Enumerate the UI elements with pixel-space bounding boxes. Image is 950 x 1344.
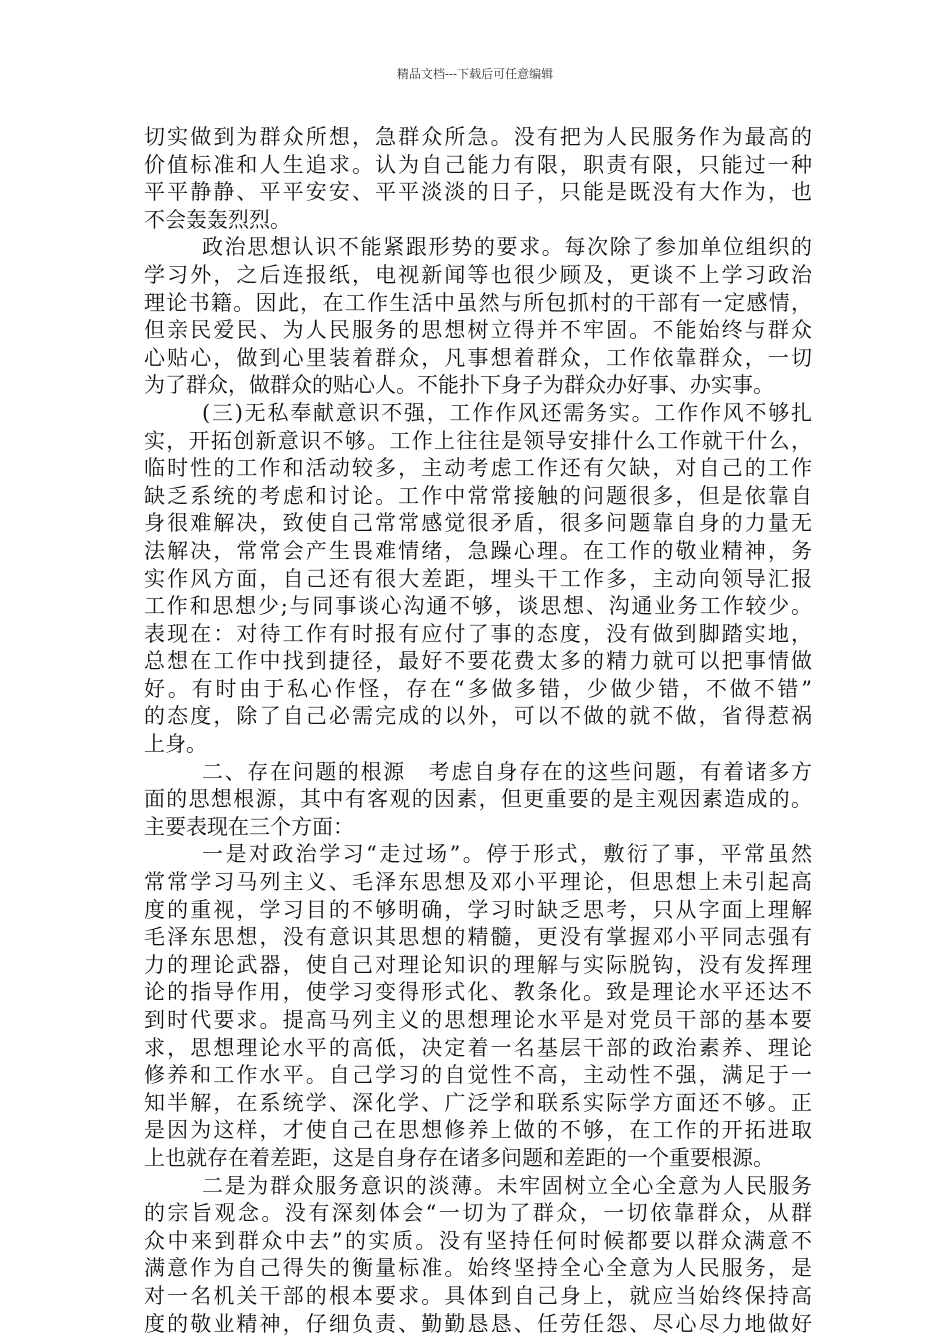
body-line: 度的重视，学习目的不够明确，学习时缺乏思考，只从字面上理解 (144, 897, 812, 922)
body-line: 学习外，之后连报纸，电视新闻等也很少顾及，更谈不上学习政治 (144, 262, 812, 287)
body-line: 众中来到群众中去”的实质。没有坚持任何时候都要以群众满意不 (144, 1228, 812, 1253)
body-line: 身很难解决，致使自己常常感觉很矛盾，很多问题靠自身的力量无 (144, 511, 812, 536)
body-line: 论的指导作用，使学习变得形式化、教条化。致是理论水平还达不 (144, 980, 812, 1005)
body-line: 到时代要求。提高马列主义的思想理论水平是对党员干部的基本要 (144, 1008, 812, 1032)
body-line: 实作风方面，自己还有很大差距，埋头干工作多，主动向领导汇报 (144, 566, 812, 591)
body-line: 满意作为自己得失的衡量标准。始终坚持全心全意为人民服务，是 (144, 1256, 812, 1281)
body-line: 对一名机关干部的根本要求。具体到自己身上，就应当始终保持高 (144, 1283, 812, 1308)
body-line: 上也就存在着差距，这是自身存在诸多问题和差距的一个重要根源。 (144, 1145, 774, 1170)
body-line: 法解决，常常会产生畏难情绪，急躁心理。在工作的敬业精神，务 (144, 538, 812, 563)
body-line: 面的思想根源，其中有客观的因素，但更重要的是主观因素造成的。 (144, 787, 812, 812)
body-line: 是因为这样，才使自己在思想修养上做的不够，在工作的开拓进取 (144, 1118, 812, 1143)
body-line: 一是对政治学习“走过场”。停于形式，敷衍了事，平常虽然 (202, 842, 812, 867)
body-line: 的宗旨观念。没有深刻体会“一切为了群众，一切依靠群众，从群 (144, 1201, 812, 1226)
body-line: 求，思想理论水平的高低，决定着一名基层干部的政治素养、理论 (144, 1035, 812, 1060)
body-line: 价值标准和人生追求。认为自己能力有限，职责有限，只能过一种 (144, 152, 812, 177)
body-line: 总想在工作中找到捷径，最好不要花费太多的精力就可以把事情做 (144, 649, 812, 674)
body-line: 知半解，在系统学、深化学、广泛学和联系实际学方面还不够。正 (144, 1090, 812, 1115)
body-line: 好。有时由于私心作怪，存在“多做多错，少做少错，不做不错” (144, 676, 812, 701)
body-line: 表现在：对待工作有时报有应付了事的态度，没有做到脚踏实地， (144, 621, 812, 646)
body-line: 度的敬业精神，仔细负责、勤勤恳恳、任劳任怨、尽心尽力地做好 (144, 1311, 812, 1336)
body-line: 二、存在问题的根源 考虑自身存在的这些问题，有着诸多方 (202, 759, 812, 784)
body-line: 临时性的工作和活动较多，主动考虑工作还有欠缺，对自己的工作 (144, 456, 812, 481)
body-line: 不会轰轰烈烈。 (144, 207, 291, 232)
body-line: 修养和工作水平。自己学习的自觉性不高，主动性不强，满足于一 (144, 1063, 812, 1088)
body-line: 政治思想认识不能紧跟形势的要求。每次除了参加单位组织的 (202, 235, 812, 260)
body-line: 工作和思想少;与同事谈心沟通不够，谈思想、沟通业务工作较少。 (144, 594, 812, 619)
body-line: 的态度，除了自己必需完成的以外，可以不做的就不做，省得惹祸 (144, 704, 812, 729)
body-line: 心贴心，做到心里装着群众，凡事想着群众，工作依靠群众，一切 (144, 345, 812, 370)
page-header: 精品文档---下载后可任意编辑 (396, 67, 554, 81)
body-line: 缺乏系统的考虑和讨论。工作中常常接触的问题很多，但是依靠自 (144, 483, 812, 508)
body-line: 常常学习马列主义、毛泽东思想及邓小平理论，但思想上未引起高 (144, 870, 812, 895)
body-line: 力的理论武器，使自己对理论知识的理解与实际脱钩，没有发挥理 (144, 952, 812, 977)
body-line: 切实做到为群众所想，急群众所急。没有把为人民服务作为最高的 (144, 125, 812, 149)
body-line: 实，开拓创新意识不够。工作上往往是领导安排什么工作就干什么， (144, 428, 812, 453)
body-line: 为了群众，做群众的贴心人。不能扑下身子为群众办好事、办实事。 (144, 373, 774, 398)
body-line: 理论书籍。因此，在工作生活中虽然与所包抓村的干部有一定感情， (144, 290, 812, 315)
body-line: 平平静静、平平安安、平平淡淡的日子，只能是既没有大作为，也 (144, 180, 812, 205)
body-line: 但亲民爱民、为人民服务的思想树立得并不牢固。不能始终与群众 (144, 318, 812, 343)
body-line: 主要表现在三个方面： (144, 814, 354, 839)
body-line: 毛泽东思想，没有意识其思想的精髓，更没有掌握邓小平同志强有 (144, 925, 812, 950)
body-line: 上身。 (144, 732, 207, 757)
body-line: (三)无私奉献意识不强，工作作风还需务实。工作作风不够扎 (202, 400, 812, 425)
document-body (144, 124, 812, 1338)
body-line: 二是为群众服务意识的淡薄。未牢固树立全心全意为人民服务 (202, 1173, 812, 1198)
